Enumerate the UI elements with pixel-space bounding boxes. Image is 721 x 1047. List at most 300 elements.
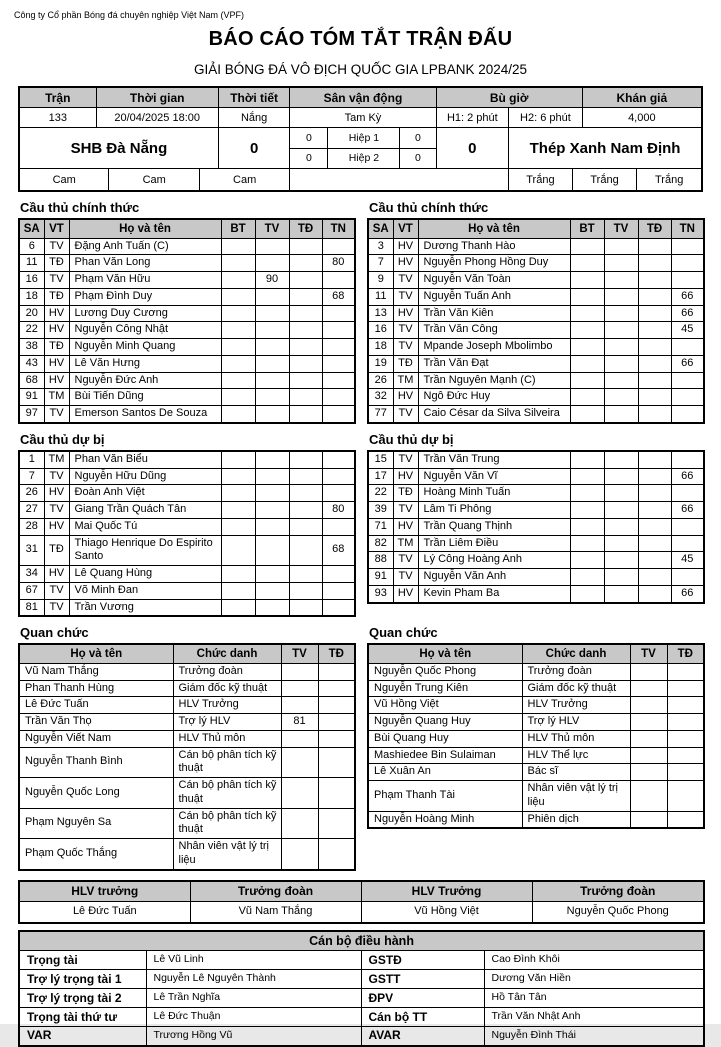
cell-vt: TM (44, 451, 69, 468)
cell-bt (570, 552, 604, 569)
cell-tv (255, 502, 289, 519)
table-row (19, 599, 355, 616)
cell-td (318, 778, 355, 809)
cell-vt: HV (44, 485, 69, 502)
col-tv: TV (255, 219, 289, 238)
cell-td (318, 730, 355, 747)
cell-tn (322, 406, 355, 423)
cell-role: Trưởng đoàn (522, 663, 630, 680)
table-row (368, 811, 704, 828)
away-starters-heading: Cầu thủ chính thức (369, 200, 489, 215)
cell-bt (570, 485, 604, 502)
table-row (368, 468, 704, 485)
table-row (368, 569, 704, 586)
cell-sa: 26 (368, 372, 393, 389)
cell-sa: 17 (368, 468, 393, 485)
cell-tv (255, 288, 289, 305)
cell-vt: TV (393, 569, 418, 586)
header-stoppage: Bù giờ (437, 88, 583, 108)
cell-bt (221, 451, 255, 468)
team-officials-section (18, 617, 703, 870)
value-time: 20/04/2025 18:00 (97, 108, 219, 128)
home-head-coach-name: Lê Đức Tuấn (19, 902, 190, 923)
cell-tn (322, 468, 355, 485)
table-row (368, 288, 704, 305)
table-row (368, 238, 704, 255)
cell-bt (221, 238, 255, 255)
cell-name: Nguyễn Đức Anh (69, 372, 221, 389)
cell-vt: TV (44, 238, 69, 255)
cell-td (638, 535, 671, 552)
col-role: Chức danh (173, 644, 281, 663)
home-kit-color-3: Cam (200, 169, 290, 190)
cell-bt (570, 322, 604, 339)
cell-bt (570, 272, 604, 289)
cell-vt: HV (44, 305, 69, 322)
cell-l-label: Trọng tài thứ tư (19, 1008, 146, 1027)
table-row (19, 697, 355, 714)
company-line: Công ty Cổ phần Bóng đá chuyên nghiệp Việt Nam (VPF) (14, 10, 244, 20)
cell-name: Nguyễn Văn Vĩ (418, 468, 570, 485)
kit-colors-row (20, 169, 701, 190)
away-subs-heading: Cầu thủ dự bị (369, 431, 454, 447)
cell-td (638, 272, 671, 289)
cell-vt: HV (393, 305, 418, 322)
table-row (19, 839, 355, 870)
cell-name: Lê Đức Tuấn (19, 697, 173, 714)
home-team-leader-label: Trưởng đoàn (190, 881, 361, 902)
cell-name: Trần Vương (69, 599, 221, 616)
cell-tn (671, 406, 704, 423)
table-row (19, 288, 355, 305)
cell-tn (322, 272, 355, 289)
cell-tv (255, 518, 289, 535)
col-name: Họ và tên (418, 219, 570, 238)
cell-r-name: Trần Văn Nhật Anh (484, 1008, 704, 1027)
cell-name: Lê Xuân An (368, 764, 522, 781)
cell-vt: TV (393, 339, 418, 356)
cell-bt (221, 535, 255, 566)
cell-tn (671, 485, 704, 502)
cell-name: Ngô Đức Huy (418, 389, 570, 406)
table-row (368, 451, 704, 468)
cell-td (638, 339, 671, 356)
cell-name: Lê Quang Hùng (69, 566, 221, 583)
cell-vt: TV (393, 406, 418, 423)
cell-td (667, 714, 704, 731)
starters-section (18, 192, 703, 424)
cell-tn: 66 (671, 585, 704, 602)
cell-l-label: Trợ lý trọng tài 2 (19, 989, 146, 1008)
cell-name: Nguyễn Hữu Dũng (69, 468, 221, 485)
cell-role: HLV Thủ môn (522, 730, 630, 747)
cell-td (667, 663, 704, 680)
cell-tn (322, 566, 355, 583)
cell-vt: TĐ (44, 255, 69, 272)
cell-sa: 34 (19, 566, 44, 583)
col-name: Họ và tên (368, 644, 522, 663)
cell-td (638, 552, 671, 569)
cell-sa: 71 (368, 518, 393, 535)
halves-table (290, 128, 436, 169)
cell-tv (255, 599, 289, 616)
cell-tv (630, 663, 667, 680)
table-header-row (19, 219, 355, 238)
cell-td (289, 389, 322, 406)
cell-role: Trợ lý HLV (173, 714, 281, 731)
table-row (368, 272, 704, 289)
table-row (368, 663, 704, 680)
table-row (19, 238, 355, 255)
cell-name: Trần Văn Kiên (418, 305, 570, 322)
value-stoppage-h1: H1: 2 phút (437, 108, 510, 128)
cell-name: Mai Quốc Tú (69, 518, 221, 535)
cell-tv (604, 305, 638, 322)
cell-name: Nguyễn Văn Anh (418, 569, 570, 586)
table-row (19, 1008, 704, 1027)
cell-bt (221, 389, 255, 406)
table-row (368, 406, 704, 423)
cell-sa: 28 (19, 518, 44, 535)
table-row (368, 764, 704, 781)
coaches-header-row (19, 881, 704, 902)
table-row (19, 582, 355, 599)
cell-tv (255, 355, 289, 372)
cell-tn (671, 372, 704, 389)
cell-vt: HV (44, 355, 69, 372)
cell-tv (630, 680, 667, 697)
cell-tn: 66 (671, 288, 704, 305)
cell-sa: 7 (368, 255, 393, 272)
table-row (19, 485, 355, 502)
cell-sa: 39 (368, 502, 393, 519)
cell-role: Cán bộ phân tích kỹ thuật (173, 778, 281, 809)
kit-colors-empty-cell (290, 169, 509, 190)
cell-name: Lương Duy Cương (69, 305, 221, 322)
cell-td (638, 468, 671, 485)
table-row (19, 272, 355, 289)
table-header-row (19, 644, 355, 663)
cell-td (289, 255, 322, 272)
cell-vt: HV (393, 389, 418, 406)
table-row (19, 468, 355, 485)
cell-tn (322, 485, 355, 502)
table-row (19, 389, 355, 406)
cell-tn (322, 582, 355, 599)
cell-sa: 32 (368, 389, 393, 406)
cell-td (638, 502, 671, 519)
cell-bt (570, 389, 604, 406)
cell-sa: 1 (19, 451, 44, 468)
cell-role: Nhân viên vật lý trị liệu (173, 839, 281, 870)
cell-tv (255, 566, 289, 583)
cell-tv (255, 255, 289, 272)
cell-tn (671, 238, 704, 255)
home-score: 0 (219, 128, 291, 169)
half-1-away-score: 0 (415, 131, 421, 144)
cell-sa: 31 (19, 535, 44, 566)
cell-sa: 3 (368, 238, 393, 255)
cell-bt (570, 535, 604, 552)
report-title: BÁO CÁO TÓM TẮT TRẬN ĐẤU (208, 28, 513, 50)
cell-sa: 9 (368, 272, 393, 289)
cell-tn (671, 569, 704, 586)
cell-tn: 45 (671, 552, 704, 569)
cell-td (289, 238, 322, 255)
table-row (368, 535, 704, 552)
coaches-summary-table (18, 880, 705, 924)
cell-td (667, 811, 704, 828)
col-vt: VT (393, 219, 418, 238)
away-head-coach-name: Vũ Hồng Việt (361, 902, 532, 923)
cell-vt: TV (393, 502, 418, 519)
match-info-header-row (20, 88, 701, 108)
col-name: Họ và tên (19, 644, 173, 663)
cell-bt (221, 288, 255, 305)
match-info-values-row (20, 108, 701, 128)
cell-tv (604, 552, 638, 569)
cell-vt: TV (44, 468, 69, 485)
table-row (368, 305, 704, 322)
cell-vt: TĐ (44, 288, 69, 305)
cell-name: Dương Thanh Hào (418, 238, 570, 255)
cell-td (638, 451, 671, 468)
cell-bt (221, 485, 255, 502)
table-header-row (368, 644, 704, 663)
cell-tn: 66 (671, 468, 704, 485)
cell-r-label: GSTĐ (361, 951, 484, 970)
header-attendance: Khán giả (583, 88, 701, 108)
header-match: Trận (20, 88, 97, 108)
cell-tv (604, 406, 638, 423)
cell-l-name: Lê Trần Nghĩa (146, 989, 361, 1008)
cell-name: Nguyễn Công Nhật (69, 322, 221, 339)
cell-r-name: Nguyễn Đình Thái (484, 1027, 704, 1046)
cell-tn (322, 305, 355, 322)
table-row (368, 355, 704, 372)
cell-td (318, 808, 355, 839)
cell-sa: 97 (19, 406, 44, 423)
cell-name: Phạm Thanh Tài (368, 781, 522, 812)
cell-tn (322, 451, 355, 468)
half-2-home-score: 0 (305, 152, 312, 165)
cell-role: Cán bộ phân tích kỹ thuật (173, 808, 281, 839)
value-stoppage-h2: H2: 6 phút (509, 108, 583, 128)
cell-tv (255, 322, 289, 339)
cell-tn (322, 389, 355, 406)
away-score: 0 (437, 128, 510, 169)
col-td: TĐ (638, 219, 671, 238)
cell-vt: HV (393, 255, 418, 272)
cell-td (638, 288, 671, 305)
header-time: Thời gian (97, 88, 219, 108)
cell-tv (255, 305, 289, 322)
cell-tv (255, 451, 289, 468)
cell-sa: 81 (19, 599, 44, 616)
away-team-leader-label: Trưởng đoàn (532, 881, 704, 902)
cell-name: Mashiedee Bin Sulaiman (368, 747, 522, 764)
cell-vt: TĐ (44, 535, 69, 566)
cell-name: Nguyễn Hoàng Minh (368, 811, 522, 828)
cell-name: Phạm Quốc Thắng (19, 839, 173, 870)
col-role: Chức danh (522, 644, 630, 663)
cell-sa: 91 (19, 389, 44, 406)
cell-td (638, 322, 671, 339)
cell-sa: 67 (19, 582, 44, 599)
cell-name: Lê Văn Hưng (69, 355, 221, 372)
cell-bt (221, 372, 255, 389)
cell-r-label: Cán bộ TT (361, 1008, 484, 1027)
cell-tv (281, 808, 318, 839)
cell-sa: 13 (368, 305, 393, 322)
cell-role: Giám đốc kỹ thuật (522, 680, 630, 697)
cell-tv (630, 764, 667, 781)
cell-l-name: Lê Vũ Linh (146, 951, 361, 970)
cell-tv (255, 372, 289, 389)
cell-l-label: Trọng tài (19, 951, 146, 970)
cell-bt (570, 355, 604, 372)
cell-tv (604, 569, 638, 586)
home-team-name: SHB Đà Nẵng (20, 128, 219, 169)
cell-sa: 6 (19, 238, 44, 255)
cell-td (667, 730, 704, 747)
cell-sa: 19 (368, 355, 393, 372)
cell-name: Kevin Pham Ba (418, 585, 570, 602)
table-row (19, 339, 355, 356)
cell-vt: TV (44, 582, 69, 599)
cell-bt (570, 569, 604, 586)
cell-td (638, 406, 671, 423)
cell-tn: 68 (322, 288, 355, 305)
cell-name: Nguyễn Trung Kiên (368, 680, 522, 697)
cell-td (667, 764, 704, 781)
table-row (368, 518, 704, 535)
home-starters-heading: Cầu thủ chính thức (20, 200, 140, 215)
cell-role: HLV Thủ môn (173, 730, 281, 747)
half-2-label: Hiệp 2 (327, 149, 400, 169)
match-info-table (18, 86, 703, 192)
cell-role: Trưởng đoàn (173, 663, 281, 680)
table-row (368, 502, 704, 519)
cell-role: HLV Thể lực (522, 747, 630, 764)
cell-tv (255, 485, 289, 502)
cell-sa: 16 (368, 322, 393, 339)
cell-bt (221, 468, 255, 485)
table-row (368, 389, 704, 406)
cell-td (638, 569, 671, 586)
cell-name: Trần Văn Thọ (19, 714, 173, 731)
cell-sa: 18 (368, 339, 393, 356)
cell-td (638, 585, 671, 602)
cell-tn: 68 (322, 535, 355, 566)
cell-tv (630, 730, 667, 747)
cell-td (667, 680, 704, 697)
cell-td (289, 339, 322, 356)
cell-td (289, 502, 322, 519)
cell-name: Emerson Santos De Souza (69, 406, 221, 423)
cell-role: HLV Trưởng (522, 697, 630, 714)
table-row (368, 485, 704, 502)
cell-vt: TV (393, 288, 418, 305)
cell-bt (570, 288, 604, 305)
cell-tv (630, 714, 667, 731)
col-bt: BT (570, 219, 604, 238)
cell-tv (604, 372, 638, 389)
cell-td (289, 372, 322, 389)
match-officials-table (18, 930, 705, 1047)
cell-name: Phan Thanh Hùng (19, 680, 173, 697)
cell-td (289, 322, 322, 339)
report-subtitle: GIẢI BÓNG ĐÁ VÔ ĐỊCH QUỐC GIA LPBANK 2024/25 (193, 62, 528, 77)
table-row (368, 781, 704, 812)
cell-tv: 81 (281, 714, 318, 731)
table-row (368, 730, 704, 747)
cell-tv (630, 811, 667, 828)
cell-td (318, 663, 355, 680)
away-team-leader-name: Nguyễn Quốc Phong (532, 902, 704, 923)
value-attendance: 4,000 (583, 108, 701, 128)
cell-tv (604, 518, 638, 535)
cell-td (638, 518, 671, 535)
cell-tv (255, 238, 289, 255)
cell-role: Cán bộ phân tích kỹ thuật (173, 747, 281, 778)
away-head-coach-label: HLV Trưởng (361, 881, 532, 902)
away-officials-heading: Quan chức (369, 625, 438, 641)
cell-td (289, 599, 322, 616)
home-team-leader-name: Vũ Nam Thắng (190, 902, 361, 923)
cell-bt (221, 502, 255, 519)
cell-tn (671, 255, 704, 272)
home-head-coach-label: HLV trưởng (19, 881, 190, 902)
cell-tv (281, 778, 318, 809)
cell-tn: 66 (671, 502, 704, 519)
cell-sa: 15 (368, 451, 393, 468)
cell-r-label: GSTT (361, 970, 484, 989)
cell-sa: 20 (19, 305, 44, 322)
col-td: TĐ (318, 644, 355, 663)
cell-l-label: VAR (19, 1027, 146, 1046)
cell-tv (255, 535, 289, 566)
table-row (19, 951, 704, 970)
cell-tn (671, 535, 704, 552)
cell-name: Trần Văn Trung (418, 451, 570, 468)
table-row (19, 680, 355, 697)
cell-bt (221, 355, 255, 372)
table-row (19, 535, 355, 566)
cell-td (638, 255, 671, 272)
cell-vt: HV (44, 372, 69, 389)
cell-name: Phạm Đình Duy (69, 288, 221, 305)
cell-role: HLV Trưởng (173, 697, 281, 714)
cell-tn (671, 339, 704, 356)
cell-sa: 7 (19, 468, 44, 485)
value-weather: Nắng (219, 108, 291, 128)
table-row (19, 372, 355, 389)
cell-role: Giám đốc kỹ thuật (173, 680, 281, 697)
match-officials-title-row (19, 931, 704, 951)
table-row (19, 518, 355, 535)
col-tv: TV (604, 219, 638, 238)
col-tv: TV (630, 644, 667, 663)
cell-vt: TĐ (44, 339, 69, 356)
cell-tn (322, 355, 355, 372)
substitutes-section (18, 424, 703, 618)
cell-name: Vũ Hồng Việt (368, 697, 522, 714)
col-tv: TV (281, 644, 318, 663)
cell-name: Nguyễn Văn Toàn (418, 272, 570, 289)
cell-vt: HV (393, 585, 418, 602)
table-row (19, 355, 355, 372)
